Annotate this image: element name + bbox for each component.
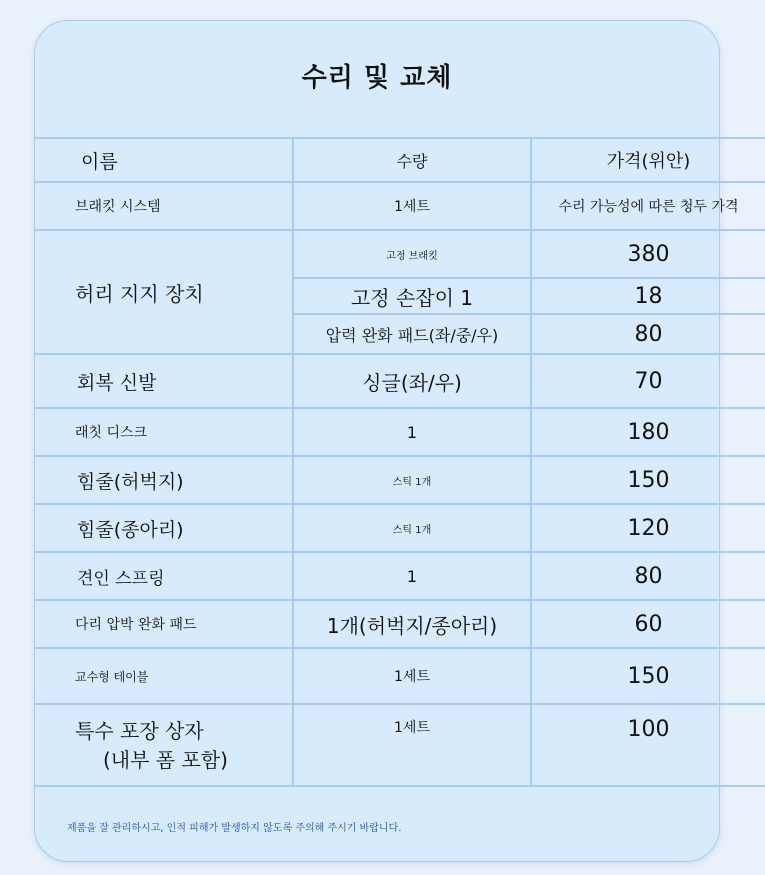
- row-name-line1: 특수 포장 상자: [75, 719, 204, 743]
- row-name: 힘줄(종아리): [35, 504, 293, 552]
- table-header-row: [35, 138, 765, 182]
- row-name: [35, 704, 293, 786]
- row-price: 150: [531, 456, 765, 504]
- row-price: 120: [531, 504, 765, 552]
- row-qty: 스틱 1개: [293, 456, 531, 504]
- table-row: [35, 600, 765, 648]
- header-price: 가격(위안): [531, 138, 765, 182]
- row-name-line2: (내부 폼 포함): [103, 748, 228, 772]
- header-qty: 수량: [293, 138, 531, 182]
- row-qty: 1: [293, 552, 531, 600]
- row-qty: 1세트: [293, 704, 531, 786]
- row-name: 허리 지지 장치: [35, 230, 293, 354]
- table-row: [35, 182, 765, 230]
- row-price: 80: [531, 552, 765, 600]
- row-qty: 압력 완화 패드(좌/중/우): [293, 314, 531, 354]
- row-price: 180: [531, 408, 765, 456]
- header-name: 이름: [35, 138, 293, 182]
- row-name: 래칫 디스크: [35, 408, 293, 456]
- row-price: 380: [531, 230, 765, 278]
- table-row: [35, 230, 765, 278]
- table-row: [35, 408, 765, 456]
- row-qty: 고정 브래킷: [293, 230, 531, 278]
- table-row: [35, 504, 765, 552]
- row-qty: 싱글(좌/우): [293, 354, 531, 408]
- row-qty: 스틱 1개: [293, 504, 531, 552]
- table-row: [35, 456, 765, 504]
- row-price: 수리 가능성에 따른 청두 가격: [531, 182, 765, 230]
- row-name: 교수형 테이블: [35, 648, 293, 704]
- row-name: 힘줄(허벅지): [35, 456, 293, 504]
- footer-note: 제품을 잘 관리하시고, 인적 피해가 발생하지 않도록 주의해 주시기 바랍니다.: [67, 823, 402, 834]
- row-price: 100: [531, 704, 765, 786]
- row-qty: 고정 손잡이 1: [293, 278, 531, 314]
- row-price: 18: [531, 278, 765, 314]
- row-price: 150: [531, 648, 765, 704]
- row-qty: 1: [293, 408, 531, 456]
- row-qty: 1개(허벅지/종아리): [293, 600, 531, 648]
- table-row: [35, 648, 765, 704]
- page-title: 수리 및 교체: [301, 63, 453, 93]
- row-qty: 1세트: [293, 648, 531, 704]
- row-price: 60: [531, 600, 765, 648]
- table-row: [35, 704, 765, 786]
- price-table: [35, 137, 765, 787]
- row-name: 회복 신발: [35, 354, 293, 408]
- price-card: [34, 20, 739, 862]
- row-name: 다리 압박 완화 패드: [35, 600, 293, 648]
- table-row: [35, 354, 765, 408]
- row-name: 견인 스프링: [35, 552, 293, 600]
- table-row: [35, 552, 765, 600]
- row-qty: 1세트: [293, 182, 531, 230]
- row-price: 80: [531, 314, 765, 354]
- row-price: 70: [531, 354, 765, 408]
- row-name: 브래킷 시스템: [35, 182, 293, 230]
